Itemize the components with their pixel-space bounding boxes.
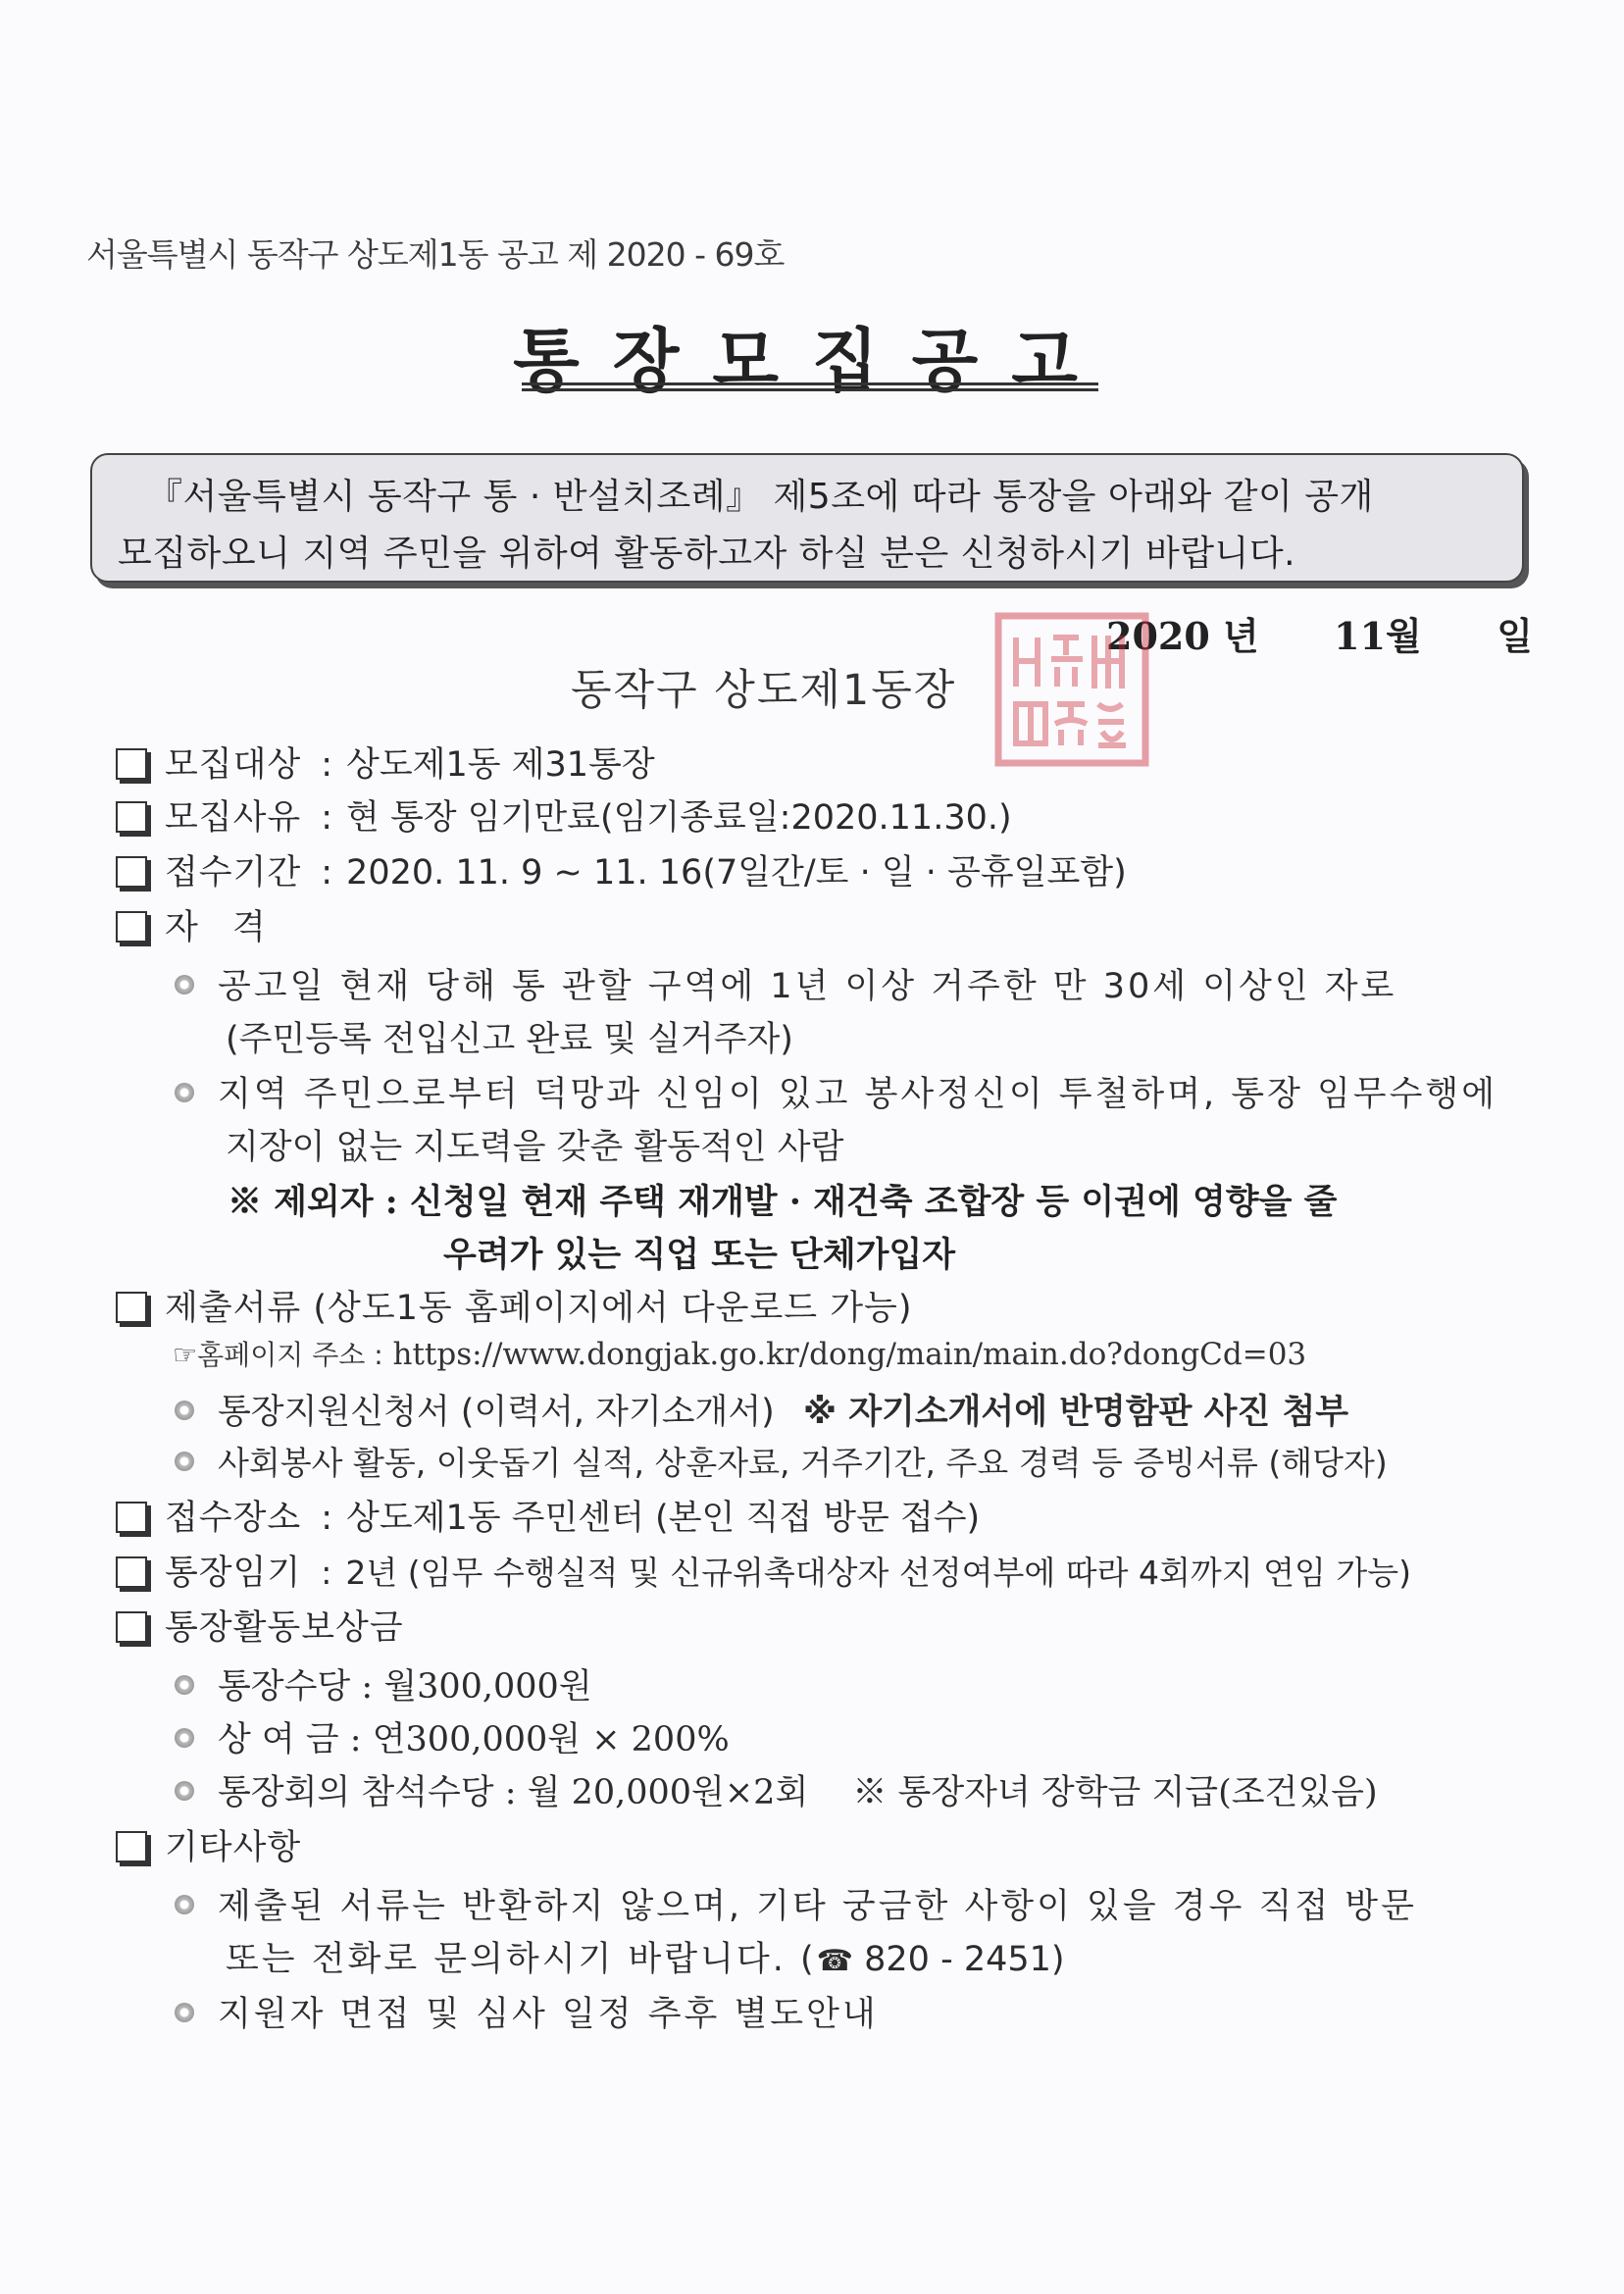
qualification-item-2-cont: 지장이 없는 지도력을 갖춘 활동적인 사람	[226, 1128, 844, 1167]
checkbox-icon	[116, 911, 147, 943]
other-text-cont: 또는 전화로 문의하시기 바랍니다. (	[226, 1940, 817, 1979]
document-number: 서울특별시 동작구 상도제1동 공고 제 2020 - 69호	[86, 235, 785, 274]
section-value: 2020. 11. 9 ~ 11. 16(7일간/토 · 일 · 공휴일포함)	[346, 853, 1127, 892]
bullet-icon	[175, 1781, 194, 1801]
other-item-2	[175, 1987, 879, 2036]
page-title: 통장모집공고	[513, 320, 1111, 401]
section-value: 상도제1동 주민센터 (본인 직접 방문 접수)	[346, 1499, 981, 1538]
intro-line-2: 모집하오니 지역 주민을 위하여 활동하고자 하실 분은 신청하시기 바랍니다.	[118, 534, 1296, 574]
date-day: 일	[1497, 614, 1533, 658]
compensation-text: 상 여 금 : 연300,000원 × 200%	[218, 1720, 730, 1759]
compensation-note: ※ 통장자녀 장학금 지급(조건있음)	[852, 1773, 1378, 1812]
bullet-icon	[175, 1728, 194, 1748]
section-label: 모집사유	[165, 798, 302, 838]
checkbox-icon	[116, 856, 147, 888]
qualification-item-1-cont: (주민등록 전입신고 완료 및 실거주자)	[226, 1020, 793, 1059]
qualification-text: 지역 주민으로부터 덕망과 신임이 있고 봉사정신이 투철하며, 통장 임무수행에	[218, 1075, 1498, 1114]
signatory: 동작구 상도제1동장	[571, 666, 957, 715]
section-label: 접수장소	[165, 1499, 302, 1538]
compensation-item-3	[175, 1765, 1378, 1814]
date-year: 2020 년	[1106, 614, 1259, 658]
other-text: 제출된 서류는 반환하지 않으며, 기타 궁금한 사항이 있을 경우 직접 방문	[218, 1887, 1417, 1926]
date-month: 11월	[1334, 614, 1422, 658]
compensation-item-1	[175, 1659, 592, 1708]
checkbox-icon	[116, 1831, 147, 1862]
section-term: 통장임기 : 2년 (임무 수행실적 및 신규위촉대상자 선정여부에 따라 4회까지 연임 가능)	[116, 1546, 1411, 1595]
compensation-text: 통장회의 참석수당 : 월 20,000원×2회	[218, 1773, 809, 1812]
notice-date	[1106, 606, 1533, 660]
compensation-text: 통장수당 : 월300,000원	[218, 1667, 592, 1707]
checkbox-icon	[116, 1611, 147, 1643]
section-target: 모집대상 : 상도제1동 제31통장	[116, 738, 655, 787]
checkbox-icon	[116, 748, 147, 780]
document-note: ※ 자기소개서에 반명함판 사진 첨부	[802, 1393, 1349, 1432]
homepage-url-line	[173, 1334, 1306, 1373]
exclusion-note-cont: 우려가 있는 직업 또는 단체가입자	[443, 1235, 956, 1275]
intro-box	[90, 453, 1524, 583]
qualification-item-2	[175, 1067, 1497, 1116]
section-label: 통장임기	[165, 1554, 302, 1593]
official-seal	[992, 610, 1151, 769]
section-qualification	[116, 900, 278, 949]
section-label: 자 격	[165, 908, 278, 947]
intro-line-1: 『서울특별시 동작구 통 · 반설치조례』 제5조에 따라 통장을 아래와 같이 공개	[147, 477, 1374, 517]
other-text: 지원자 면접 및 심사 일정 추후 별도안내	[218, 1995, 879, 2034]
bullet-icon	[175, 1452, 194, 1471]
checkbox-icon	[116, 1502, 147, 1533]
compensation-item-2	[175, 1712, 730, 1761]
bullet-icon	[175, 975, 194, 994]
qualification-text: 공고일 현재 당해 통 관할 구역에 1년 이상 거주한 만 30세 이상인 자로	[218, 967, 1397, 1006]
homepage-url-label: ☞홈페이지 주소 :	[173, 1339, 383, 1371]
title-underline	[522, 382, 1098, 391]
checkbox-icon	[116, 1292, 147, 1323]
section-label: 제출서류 (상도1동 홈페이지에서 다운로드 가능)	[165, 1289, 913, 1328]
bullet-icon	[175, 1675, 194, 1695]
phone-number: 820 - 2451)	[864, 1940, 1065, 1979]
bullet-icon	[175, 1083, 194, 1102]
section-documents	[116, 1281, 912, 1330]
section-label: 접수기간	[165, 853, 302, 892]
exclusion-note: ※ 제외자 : 신청일 현재 주택 재개발 · 재건축 조합장 등 이권에 영향을 줄	[228, 1182, 1338, 1222]
section-reason: 모집사유 : 현 통장 임기만료(임기종료일:2020.11.30.)	[116, 790, 1012, 840]
section-value: 현 통장 임기만료(임기종료일:2020.11.30.)	[346, 798, 1012, 838]
qualification-item-1	[175, 959, 1396, 1008]
section-label: 기타사항	[165, 1828, 302, 1867]
section-compensation	[116, 1601, 404, 1650]
section-label: 모집대상	[165, 745, 302, 785]
homepage-url[interactable]: https://www.dongjak.go.kr/dong/main/main.do?dongCd=03	[392, 1337, 1307, 1372]
document-text: 통장지원신청서 (이력서, 자기소개서)	[218, 1393, 775, 1432]
other-item-1-cont	[226, 1932, 1065, 1981]
bullet-icon	[175, 1895, 194, 1914]
bullet-icon	[175, 2003, 194, 2022]
section-value: 상도제1동 제31통장	[346, 745, 655, 785]
document-item-1	[175, 1385, 1348, 1434]
checkbox-icon	[116, 801, 147, 833]
section-value: 2년 (임무 수행실적 및 신규위촉대상자 선정여부에 따라 4회까지 연임 가능)	[345, 1554, 1411, 1592]
section-place: 접수장소 : 상도제1동 주민센터 (본인 직접 방문 접수)	[116, 1491, 980, 1540]
section-other	[116, 1820, 301, 1869]
phone-icon: ☎	[816, 1944, 853, 1978]
section-period: 접수기간 : 2020. 11. 9 ~ 11. 16(7일간/토 · 일 · 공휴일포함)	[116, 845, 1127, 894]
document-text: 사회봉사 활동, 이웃돕기 실적, 상훈자료, 거주기간, 주요 경력 등 증빙서류 (해당자)	[218, 1444, 1388, 1482]
checkbox-icon	[116, 1556, 147, 1588]
other-item-1	[175, 1879, 1417, 1928]
document-item-2	[175, 1438, 1388, 1484]
bullet-icon	[175, 1401, 194, 1420]
section-label: 통장활동보상금	[165, 1608, 404, 1648]
